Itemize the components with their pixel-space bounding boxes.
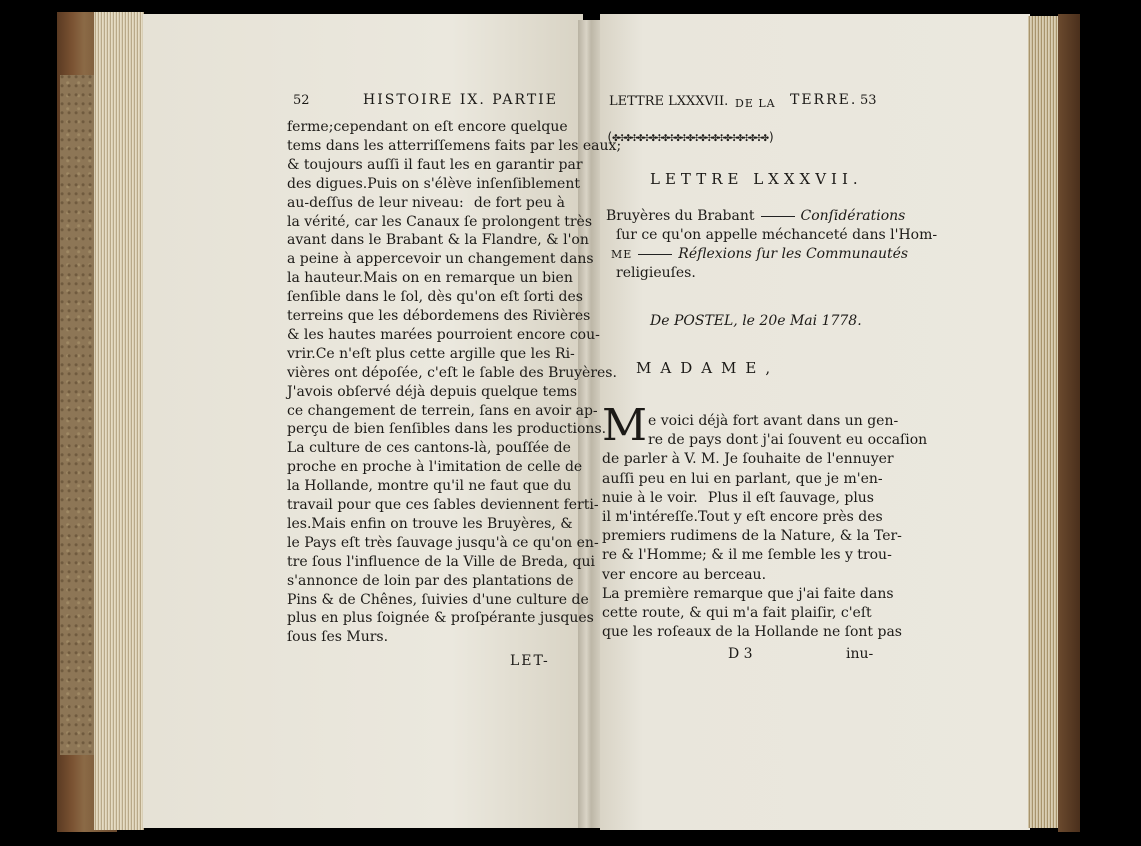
text-segment: que les roſeaux de la Hollande ne ſont pas bbox=[602, 624, 902, 641]
text-segment: les. bbox=[287, 515, 312, 532]
text-segment: au-deſſus de leur niveau: bbox=[287, 194, 464, 211]
em-dash-rule bbox=[638, 254, 672, 255]
text-line bbox=[287, 628, 388, 646]
text-segment: plus en plus ſoignée & proſpérante jusques bbox=[287, 610, 594, 627]
text-segment: nuie à le voir. bbox=[602, 489, 698, 506]
text-segment: avant dans le Brabant & la Flandre, & l'on bbox=[287, 232, 589, 249]
text-line bbox=[287, 591, 589, 609]
text-segment: auſſi peu en lui en parlant, que je m'en- bbox=[602, 470, 883, 487]
text-segment: vières ont dépoſée, c'eſt le ſable des Bruyères. bbox=[287, 364, 617, 381]
text-line bbox=[287, 572, 574, 590]
text-segment: premiers rudimens de la Nature, & la Ter- bbox=[602, 528, 902, 545]
text-line bbox=[602, 546, 892, 564]
text-line bbox=[287, 420, 607, 438]
text-segment: travail pour que ces ſables deviennent ferti- bbox=[287, 497, 599, 513]
summary-line bbox=[616, 226, 937, 244]
right-cover bbox=[1058, 14, 1080, 832]
text-segment: & les hautes marées pourroient encore cou- bbox=[287, 326, 600, 343]
text-line bbox=[287, 307, 591, 325]
text-segment: ſous ſes Murs. bbox=[287, 629, 389, 646]
text-segment: cette route, & qui m'a fait plaiſir, c'eſt bbox=[602, 605, 872, 621]
text-line bbox=[287, 515, 573, 533]
drop-cap-letter: M bbox=[602, 400, 648, 451]
text-line bbox=[287, 213, 593, 231]
text-segment: la vérité, car les Canaux ſe prolongent très bbox=[287, 213, 593, 230]
text-segment: Plus il eſt ſauvage, plus bbox=[707, 489, 874, 506]
text-segment: Puis on s'élève inſenſiblement bbox=[367, 175, 580, 192]
text-segment: terreins que les débordemens des Rivières bbox=[287, 308, 591, 324]
text-segment: Mais on en remarque un bien bbox=[363, 270, 573, 287]
signature-mark: D 3 bbox=[728, 646, 753, 662]
left-catchword: LET- bbox=[510, 653, 550, 669]
text-segment: ferme; bbox=[287, 119, 334, 135]
summary-line bbox=[606, 207, 905, 225]
text-line bbox=[648, 431, 928, 449]
text-line bbox=[287, 194, 565, 212]
text-line bbox=[287, 364, 617, 382]
summary-segment: religieuſes. bbox=[616, 265, 696, 281]
text-line bbox=[287, 402, 598, 420]
text-line bbox=[602, 450, 894, 468]
text-line bbox=[602, 470, 883, 488]
text-line bbox=[287, 288, 583, 306]
text-segment: des digues. bbox=[287, 175, 368, 192]
right-running-head-title: TERRE. bbox=[790, 92, 858, 108]
summary-line bbox=[616, 264, 696, 282]
text-segment: il m'intéreſſe. bbox=[602, 509, 699, 525]
summary-segment: Conſidérations bbox=[800, 208, 906, 224]
text-line bbox=[287, 534, 599, 552]
right-page-number: 53 bbox=[860, 93, 877, 108]
text-segment: Tout y eſt encore près des bbox=[698, 509, 883, 525]
dateline: De POSTEL, le 20e Mai 1778. bbox=[650, 313, 862, 329]
text-segment: vrir. bbox=[287, 345, 316, 362]
text-line bbox=[287, 439, 571, 457]
text-segment: re & l'Homme; & il me ſemble les y trou- bbox=[602, 547, 892, 564]
salutation: MADAME, bbox=[636, 359, 780, 377]
text-line bbox=[602, 489, 874, 507]
text-segment: & toujours auſſi il faut les en garantir par bbox=[287, 156, 583, 173]
text-line bbox=[287, 496, 599, 514]
text-segment: s'annonce de loin par des plantations de bbox=[287, 572, 574, 589]
left-cover-marbled-paper bbox=[60, 75, 94, 755]
text-segment: La culture de ces cantons-là, pouſſée de bbox=[287, 440, 571, 457]
letter-title: LETTRE LXXXVII. bbox=[650, 170, 863, 188]
text-line bbox=[287, 156, 583, 174]
text-line bbox=[602, 604, 874, 622]
text-line bbox=[287, 175, 580, 193]
left-running-head: HISTOIRE IX. PARTIE bbox=[363, 92, 558, 108]
text-segment: Mais enfin on trouve les Bruyères, & bbox=[311, 515, 573, 532]
text-line bbox=[287, 609, 594, 627]
left-page-edges bbox=[94, 12, 144, 830]
text-line bbox=[602, 585, 894, 603]
text-segment: ſenſible dans le ſol, dès qu'on eſt ſorti des bbox=[287, 289, 583, 306]
text-line bbox=[648, 412, 899, 430]
text-segment: tems dans les atterriſſemens faits par les eaux; bbox=[287, 137, 622, 154]
text-segment: le Pays eſt très ſauvage jusqu'à ce qu'on en- bbox=[287, 534, 599, 551]
text-segment: la Hollande, montre qu'il ne faut que du bbox=[287, 478, 572, 495]
text-line bbox=[287, 553, 595, 571]
text-segment: ver encore au berceau. bbox=[602, 566, 767, 583]
text-line bbox=[602, 527, 902, 545]
right-running-head-letter: LETTRE LXXXVII. bbox=[609, 94, 729, 109]
text-segment: re de pays dont j'ai ſouvent eu occaſion bbox=[648, 432, 928, 449]
right-catchword: inu- bbox=[846, 646, 874, 662]
summary-segment: ME bbox=[611, 248, 633, 261]
text-line bbox=[602, 623, 902, 641]
text-segment: J'avois obſervé déjà depuis quelque tems bbox=[287, 383, 578, 400]
right-page-edges bbox=[1028, 16, 1060, 828]
decorative-ornament-band: (✤✣✤✣✤✣✤✣✤✣✤✣✤✣✤✣✤✣✤✣✤✣✤✣✤) bbox=[606, 130, 775, 144]
text-segment: de parler à V. M. Je ſouhaite de l'ennuyer bbox=[602, 451, 894, 468]
text-segment: cependant on eſt encore quelque bbox=[333, 119, 568, 135]
text-line bbox=[287, 477, 572, 495]
text-segment: e voici déjà fort avant dans un gen- bbox=[648, 413, 899, 429]
summary-segment: ſur ce qu'on appelle méchanceté dans l'Hom- bbox=[616, 227, 938, 243]
text-segment: de fort peu à bbox=[473, 194, 565, 211]
text-line bbox=[287, 118, 568, 136]
text-line bbox=[287, 137, 622, 155]
summary-line bbox=[611, 245, 908, 264]
summary-segment: Bruyères du Brabant bbox=[606, 208, 755, 224]
text-line bbox=[287, 231, 589, 249]
right-running-head-mid: DE LA bbox=[735, 97, 776, 110]
text-segment: Ce n'eſt plus cette argille que les Ri- bbox=[315, 345, 575, 362]
text-line bbox=[287, 269, 573, 287]
text-line bbox=[602, 508, 883, 526]
text-line bbox=[287, 250, 594, 268]
text-line bbox=[287, 383, 578, 401]
text-line bbox=[287, 458, 583, 476]
text-line bbox=[602, 566, 874, 584]
left-page-number: 52 bbox=[293, 93, 310, 108]
text-segment: tre ſous l'influence de la Ville de Breda, qui bbox=[287, 553, 595, 570]
text-segment: la hauteur. bbox=[287, 270, 364, 287]
text-line bbox=[287, 345, 575, 363]
text-segment: Pins & de Chênes, ſuivies d'une culture de bbox=[287, 591, 589, 608]
text-line bbox=[287, 326, 600, 344]
em-dash-rule bbox=[761, 216, 795, 217]
text-segment: a peine à appercevoir un changement dans bbox=[287, 251, 594, 268]
text-segment: proche en proche à l'imitation de celle de bbox=[287, 459, 583, 476]
text-segment: perçu de bien ſenſibles dans les productions. bbox=[287, 421, 607, 438]
summary-segment: Réflexions ſur les Communautés bbox=[678, 246, 909, 262]
text-segment: La première remarque que j'ai faite dans bbox=[602, 585, 894, 602]
text-segment: ce changement de terrein, ſans en avoir ap- bbox=[287, 402, 598, 419]
